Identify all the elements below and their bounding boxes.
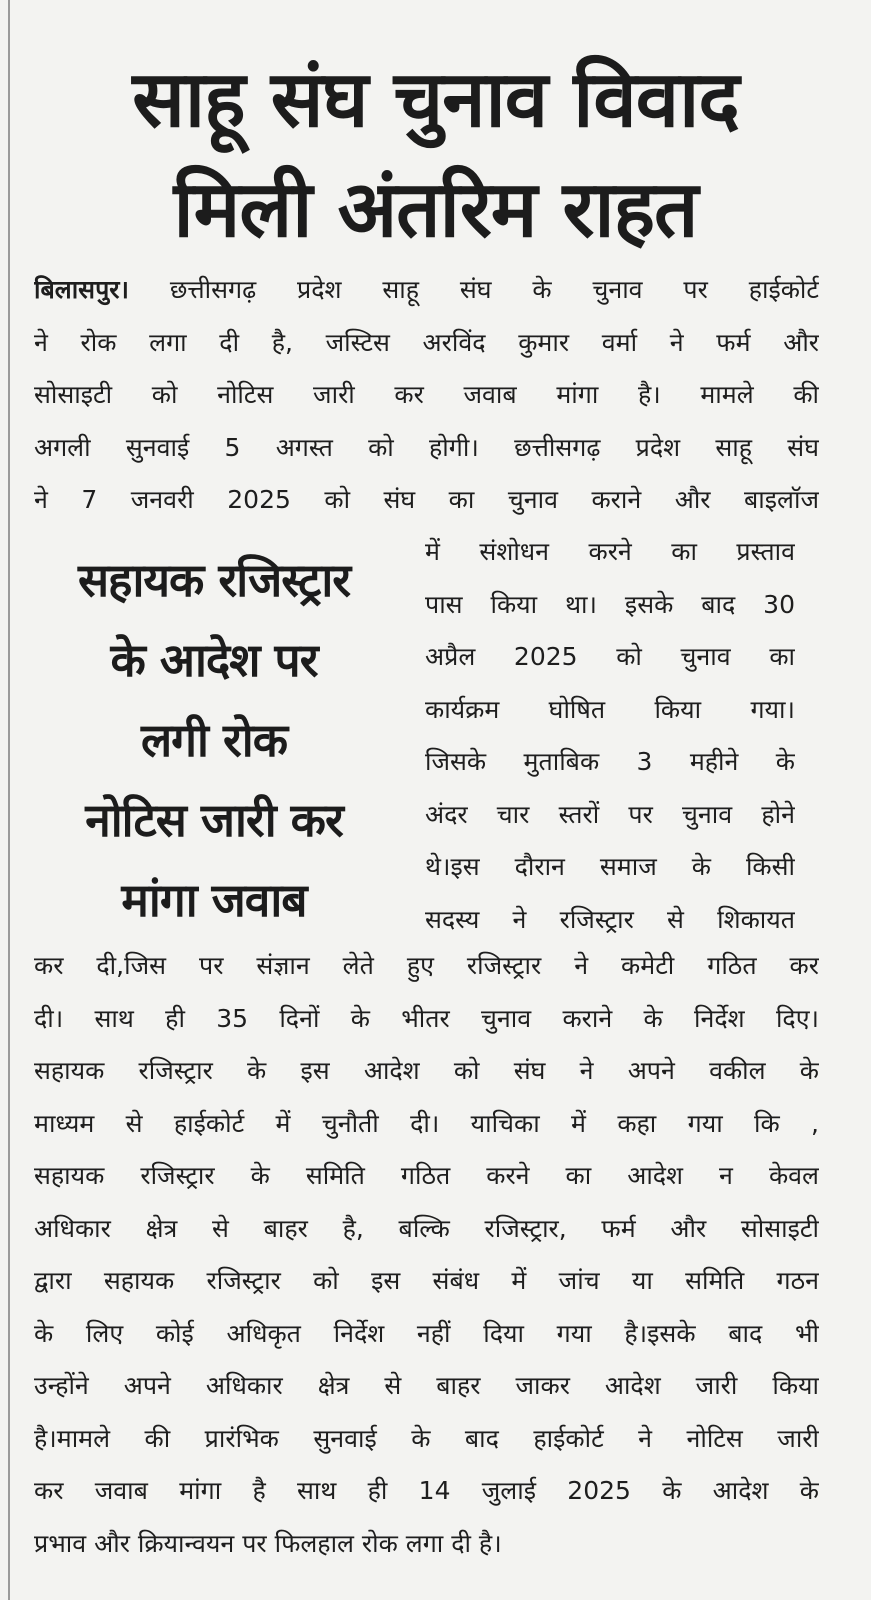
article-line: सहायक रजिस्ट्रार के समिति गठित करने का आदेश न केवल — [34, 1161, 819, 1190]
article-bottom-block — [34, 940, 819, 1570]
article-line: थे।इस दौरान समाज के किसी — [425, 852, 795, 881]
article-line: जिसके मुताबिक 3 महीने के — [425, 747, 795, 776]
article-line: कार्यक्रम घोषित किया गया। — [425, 694, 795, 724]
article-line-text: छत्तीसगढ़ प्रदेश साहू संघ के चुनाव पर हाईकोर्ट — [128, 275, 819, 304]
article-line: सहायक रजिस्ट्रार के इस आदेश को संघ ने अपने वकील के — [34, 1056, 819, 1085]
article-line: अगली सुनवाई 5 अगस्त को होगी। छत्तीसगढ़ प्रदेश साहू संघ — [34, 432, 819, 462]
article-line: कर जवाब मांगा है साथ ही 14 जुलाई 2025 के आदेश के — [34, 1476, 819, 1505]
article-line: कर दी,जिस पर संज्ञान लेते हुए रजिस्ट्रार ने कमेटी गठित कर — [34, 951, 819, 980]
article-line: द्वारा सहायक रजिस्ट्रार को इस संबंध में जांच या समिति गठन — [34, 1266, 819, 1295]
subheadline-line: सहायक रजिस्ट्रार — [77, 553, 351, 607]
article-line: ने रोक लगा दी है, जस्टिस अरविंद कुमार वर्मा ने फर्म और — [34, 327, 819, 357]
subheadline — [20, 540, 408, 940]
subheadline-line: मांगा जवाब — [121, 873, 307, 927]
headline-line-1: साहू संघ चुनाव विवाद — [132, 55, 739, 145]
dateline: बिलासपुर। — [34, 275, 129, 304]
subheadline-line: लगी रोक — [140, 713, 288, 767]
article-line: में संशोधन करने का प्रस्ताव — [425, 537, 795, 566]
article-line: दी। साथ ही 35 दिनों के भीतर चुनाव कराने के निर्देश दिए। — [34, 1003, 819, 1033]
article-line: अधिकार क्षेत्र से बाहर है, बल्कि रजिस्ट्रार, फर्म और सोसाइटी — [34, 1213, 819, 1243]
article-line: ने 7 जनवरी 2025 को संघ का चुनाव कराने और बाइलॉज — [34, 485, 819, 514]
article-line: अप्रैल 2025 को चुनाव का — [425, 642, 795, 671]
subheadline-line: के आदेश पर — [110, 633, 318, 687]
article-line: माध्यम से हाईकोर्ट में चुनौती दी। याचिका में कहा गया कि , — [34, 1108, 819, 1138]
headline-line-2: मिली अंतरिम राहत — [173, 165, 698, 255]
article-line: प्रभाव और क्रियान्वयन पर फिलहाल रोक लगा दी है। — [34, 1528, 502, 1558]
article-line: है।मामले की प्रारंभिक सुनवाई के बाद हाईकोर्ट ने नोटिस जारी — [34, 1423, 819, 1453]
article-line: पास किया था। इसके बाद 30 — [425, 589, 795, 619]
article-line — [34, 264, 819, 317]
subheadline-line: नोटिस जारी कर — [85, 793, 343, 847]
article-line: के लिए कोई अधिकृत निर्देश नहीं दिया गया है।इसके बाद भी — [34, 1318, 819, 1348]
article-line: अंदर चार स्तरों पर चुनाव होने — [425, 799, 795, 829]
article-side-block — [425, 526, 795, 946]
article-top-block — [34, 264, 819, 527]
article-line: उन्होंने अपने अधिकार क्षेत्र से बाहर जाकर आदेश जारी किया — [34, 1371, 819, 1400]
article-line: सदस्य ने रजिस्ट्रार से शिकायत — [425, 904, 795, 934]
article-line: सोसाइटी को नोटिस जारी कर जवाब मांगा है। मामले की — [34, 380, 819, 409]
